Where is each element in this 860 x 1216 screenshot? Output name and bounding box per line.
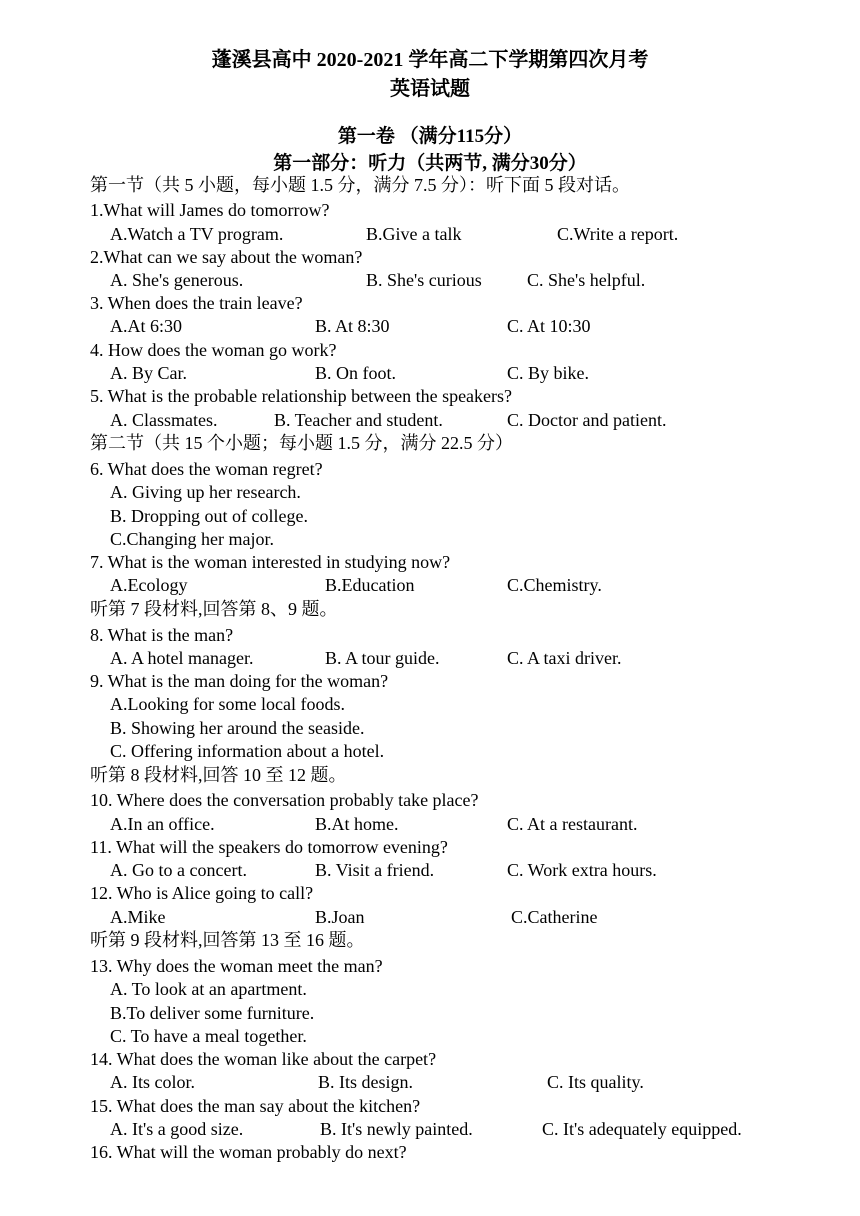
question-15-option-c: C. It's adequately equipped. [542, 1119, 742, 1139]
question-6-option-a: A. Giving up her research. [110, 482, 301, 502]
question-12-stem: 12. Who is Alice going to call? [90, 883, 314, 903]
question-8-option-c: C. A taxi driver. [507, 648, 622, 668]
question-6-stem: 6. What does the woman regret? [90, 459, 323, 479]
question-12-option-a: A.Mike [110, 907, 166, 927]
exam-subject: 英语试题 [390, 78, 470, 100]
question-12-option-c: C.Catherine [511, 907, 598, 927]
question-12-option-b: B.Joan [315, 907, 365, 927]
question-1-option-c: C.Write a report. [557, 224, 679, 244]
section-1-instructions: 第一节（共 5 小题，每小题 1.5 分，满分 7.5 分）：听下面 5 段对话。 [90, 175, 630, 195]
material-9-instructions: 听第 9 段材料,回答第 13 至 16 题。 [90, 930, 365, 950]
question-4-stem: 4. How does the woman go work? [90, 340, 337, 360]
question-7-option-c: C.Chemistry. [507, 575, 602, 595]
question-2-option-c: C. She's helpful. [527, 270, 646, 290]
question-10-stem: 10. Where does the conversation probably take place? [90, 790, 479, 810]
question-5-stem: 5. What is the probable relationship between the speakers? [90, 386, 513, 406]
question-14-stem: 14. What does the woman like about the carpet? [90, 1049, 437, 1069]
question-9-option-c: C. Offering information about a hotel. [110, 741, 385, 761]
question-14-option-c: C. Its quality. [547, 1072, 644, 1092]
question-8-stem: 8. What is the man? [90, 625, 234, 645]
question-15-option-a: A. It's a good size. [110, 1119, 244, 1139]
question-9-option-a: A.Looking for some local foods. [110, 694, 345, 714]
question-8-option-a: A. A hotel manager. [110, 648, 254, 668]
question-13-option-a: A. To look at an apartment. [110, 979, 307, 999]
question-3-stem: 3. When does the train leave? [90, 293, 303, 313]
question-10-option-a: A.In an office. [110, 814, 215, 834]
question-9-stem: 9. What is the man doing for the woman? [90, 671, 389, 691]
question-11-stem: 11. What will the speakers do tomorrow evening? [90, 837, 448, 857]
section-2-instructions: 第二节（共 15 个小题；每小题 1.5 分，满分 22.5 分） [90, 433, 513, 453]
question-14-option-b: B. Its design. [318, 1072, 414, 1092]
question-7-option-a: A.Ecology [110, 575, 188, 595]
question-6-option-b: B. Dropping out of college. [110, 506, 308, 526]
question-6-option-c: C.Changing her major. [110, 529, 274, 549]
question-3-option-a: A.At 6:30 [110, 316, 182, 336]
question-1-stem: 1.What will James do tomorrow? [90, 200, 330, 220]
question-10-option-b: B.At home. [315, 814, 399, 834]
question-7-option-b: B.Education [325, 575, 415, 595]
question-4-option-a: A. By Car. [110, 363, 188, 383]
question-15-stem: 15. What does the man say about the kitchen? [90, 1096, 421, 1116]
material-8-instructions: 听第 8 段材料,回答 10 至 12 题。 [90, 765, 347, 785]
question-2-stem: 2.What can we say about the woman? [90, 247, 363, 267]
question-3-option-b: B. At 8:30 [315, 316, 390, 336]
volume-heading: 第一卷 （满分115分） [337, 126, 523, 147]
question-15-option-b: B. It's newly painted. [320, 1119, 473, 1139]
material-7-instructions: 听第 7 段材料,回答第 8、9 题。 [90, 599, 338, 619]
question-5-option-b: B. Teacher and student. [274, 410, 443, 430]
question-5-option-c: C. Doctor and patient. [507, 410, 667, 430]
part-heading: 第一部分：听力（共两节, 满分30分） [273, 153, 587, 174]
question-11-option-a: A. Go to a concert. [110, 860, 247, 880]
question-11-option-c: C. Work extra hours. [507, 860, 657, 880]
question-7-stem: 7. What is the woman interested in studying now? [90, 552, 451, 572]
question-9-option-b: B. Showing her around the seaside. [110, 718, 365, 738]
question-16-stem: 16. What will the woman probably do next? [90, 1142, 407, 1162]
question-14-option-a: A. Its color. [110, 1072, 195, 1092]
question-1-option-b: B.Give a talk [366, 224, 462, 244]
question-13-option-b: B.To deliver some furniture. [110, 1003, 315, 1023]
question-2-option-a: A. She's generous. [110, 270, 244, 290]
question-4-option-b: B. On foot. [315, 363, 396, 383]
exam-title: 蓬溪县高中 2020-2021 学年高二下学期第四次月考 [211, 49, 649, 71]
question-1-option-a: A.Watch a TV program. [110, 224, 284, 244]
question-8-option-b: B. A tour guide. [325, 648, 440, 668]
question-3-option-c: C. At 10:30 [507, 316, 591, 336]
question-2-option-b: B. She's curious [366, 270, 482, 290]
question-13-option-c: C. To have a meal together. [110, 1026, 307, 1046]
question-11-option-b: B. Visit a friend. [315, 860, 435, 880]
question-13-stem: 13. Why does the woman meet the man? [90, 956, 383, 976]
question-10-option-c: C. At a restaurant. [507, 814, 638, 834]
question-5-option-a: A. Classmates. [110, 410, 218, 430]
question-4-option-c: C. By bike. [507, 363, 590, 383]
